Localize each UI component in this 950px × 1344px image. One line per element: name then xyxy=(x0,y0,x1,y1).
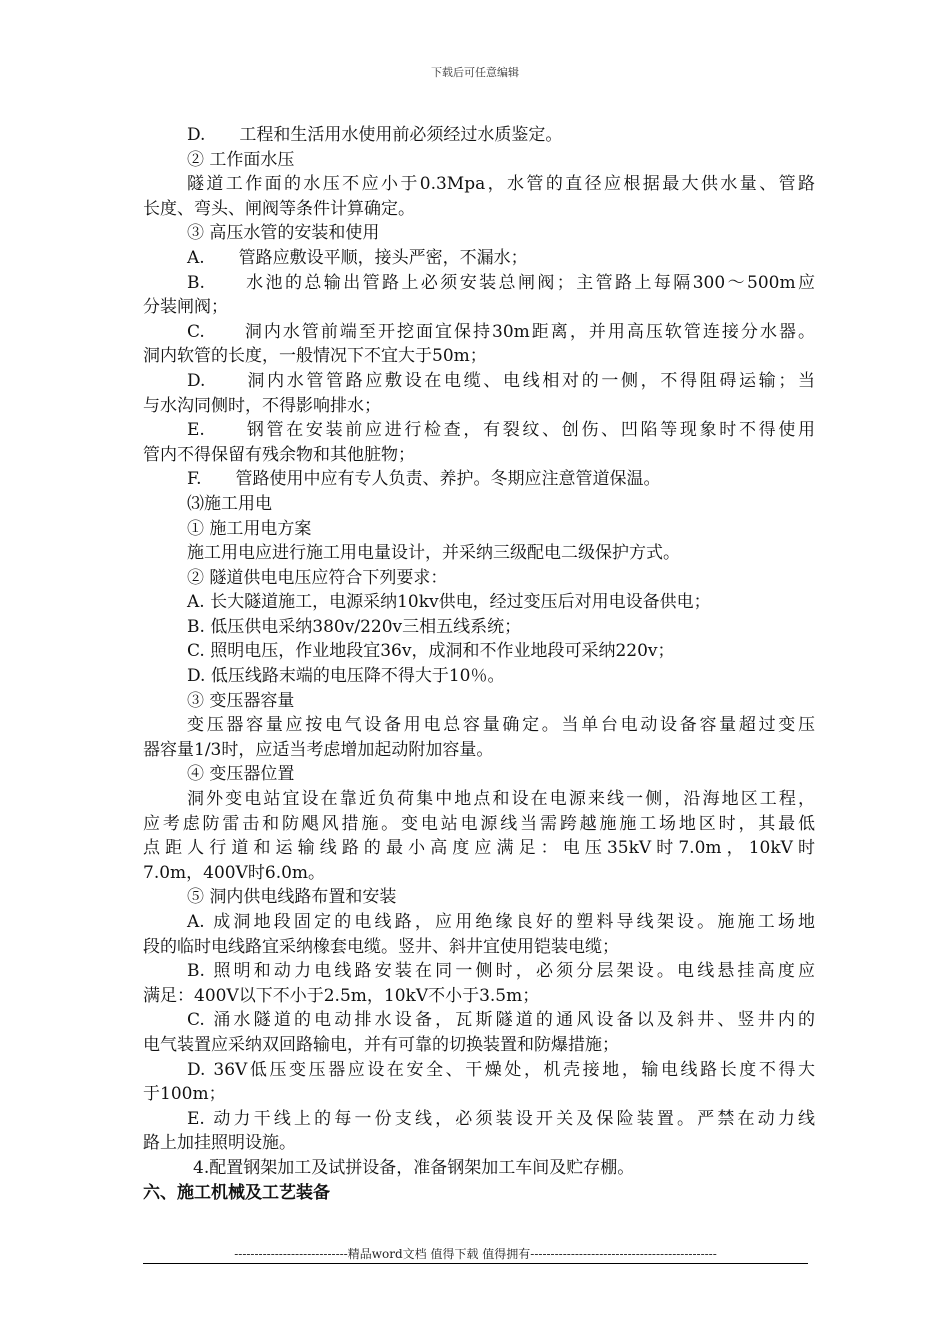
paragraph-line: 电气装置应采纳双回路输电，并有可靠的切换装置和防爆措施； xyxy=(143,1034,619,1055)
paragraph-line: A. 成洞地段固定的电线路，应用绝缘良好的塑料导线架设。施施工场地 xyxy=(187,912,815,932)
paragraph-line: 应考虑防雷击和防飓风措施。变电站电源线当需跨越施施工场地区时，其最低 xyxy=(143,813,815,834)
paragraph-line: 分装闸阀； xyxy=(143,297,228,318)
paragraph-line: 满足：400V以下不小于2.5m，10kV不小于3.5m； xyxy=(143,985,540,1006)
paragraph-line: D. 洞内水管管路应敷设在电缆、电线相对的一侧，不得阻碍运输；当 xyxy=(187,370,815,391)
chapter-heading: 六、施工机械及工艺装备 xyxy=(143,1182,330,1203)
paragraph-line: A. 管路应敷设平顺，接头严密，不漏水； xyxy=(187,247,528,268)
paragraph-line: D. 36V低压变压器应设在安全、干燥处，机壳接地，输电线路长度不得大 xyxy=(187,1059,815,1080)
subheading-line: ① 施工用电方案 xyxy=(187,518,312,539)
paragraph-line: 隧道工作面的水压不应小于0.3Mpa，水管的直径应根据最大供水量、管路 xyxy=(187,174,815,195)
paragraph-line: D. 低压线路末端的电压降不得大于10％。 xyxy=(187,666,505,687)
subheading-line: ④ 变压器位置 xyxy=(187,764,295,785)
subheading-line: ② 工作面水压 xyxy=(187,149,295,170)
page-header: 下载后可任意编辑 xyxy=(431,66,519,79)
paragraph-line: 于100m； xyxy=(143,1084,226,1105)
paragraph-line: 变压器容量应按电气设备用电总容量确定。当单台电动设备容量超过变压 xyxy=(187,715,815,736)
paragraph-line: C. 照明电压，作业地段宜36v，成洞和不作业地段可采纳220v； xyxy=(187,641,675,662)
page-footer: ----------------------------精品word文档 值得下载 值得拥有---------------------------------------------- xyxy=(234,1247,717,1261)
paragraph-line: 洞外变电站宜设在靠近负荷集中地点和设在电源来线一侧，沿海地区工程， xyxy=(187,789,815,810)
paragraph-line: B. 水池的总输出管路上必须安装总闸阀；主管路上每隔300～500m应 xyxy=(187,272,815,293)
document-body xyxy=(143,123,815,1205)
subheading-line: ③ 变压器容量 xyxy=(187,690,295,711)
subheading-line: ③ 高压水管的安装和使用 xyxy=(187,223,380,244)
section-heading: ⑶施工用电 xyxy=(187,493,272,514)
paragraph-line: 长度、弯头、闸阀等条件计算确定。 xyxy=(143,198,415,219)
subheading-line: ⑤ 洞内供电线路布置和安装 xyxy=(187,887,397,908)
paragraph-line: B. 低压供电采纳380v/220v三相五线系统； xyxy=(187,616,522,637)
paragraph-line: E. 动力干线上的每一份支线，必须装设开关及保险装置。严禁在动力线 xyxy=(187,1108,815,1129)
paragraph-line: 管内不得保留有残余物和其他脏物； xyxy=(143,444,415,465)
paragraph-line: F. 管路使用中应有专人负责、养护。冬期应注意管道保温。 xyxy=(187,469,661,490)
paragraph-line: 4.配置钢架加工及试拼设备，准备钢架加工车间及贮存棚。 xyxy=(193,1157,635,1178)
paragraph-line: C. 涌水隧道的电动排水设备，瓦斯隧道的通风设备以及斜井、竖井内的 xyxy=(187,1010,815,1031)
paragraph-line: 7.0m，400V时6.0m。 xyxy=(143,862,326,883)
paragraph-line: B. 照明和动力电线路安装在同一侧时，必须分层架设。电线悬挂高度应 xyxy=(187,961,815,982)
paragraph-line: C. 洞内水管前端至开挖面宜保持30m距离，并用高压软管连接分水器。 xyxy=(187,321,815,342)
paragraph-line: A. 长大隧道施工，电源采纳10kv供电，经过变压后对用电设备供电； xyxy=(187,592,711,613)
paragraph-line: 段的临时电线路宜采纳橡套电缆。竖井、斜井宜使用铠装电缆； xyxy=(143,936,619,957)
paragraph-line: 器容量1/3时，应适当考虑增加起动附加容量。 xyxy=(143,739,494,760)
footer-rule xyxy=(143,1263,808,1264)
paragraph-line: 洞内软管的长度，一般情况下不宜大于50m； xyxy=(143,346,487,367)
paragraph-line: 路上加挂照明设施。 xyxy=(143,1133,296,1154)
paragraph-line: D. 工程和生活用水使用前必须经过水质鉴定。 xyxy=(187,125,563,145)
paragraph-line: 施工用电应进行施工用电量设计，并采纳三级配电二级保护方式。 xyxy=(187,543,680,564)
subheading-line: ② 隧道供电电压应符合下列要求： xyxy=(187,567,448,588)
paragraph-line: E. 钢管在安装前应进行检查，有裂纹、创伤、凹陷等现象时不得使用 xyxy=(187,420,815,441)
paragraph-line: 点距人行道和运输线路的最小高度应满足：电压35kV时7.0m，10kV时 xyxy=(143,838,815,859)
paragraph-line: 与水沟同侧时，不得影响排水； xyxy=(143,395,381,416)
